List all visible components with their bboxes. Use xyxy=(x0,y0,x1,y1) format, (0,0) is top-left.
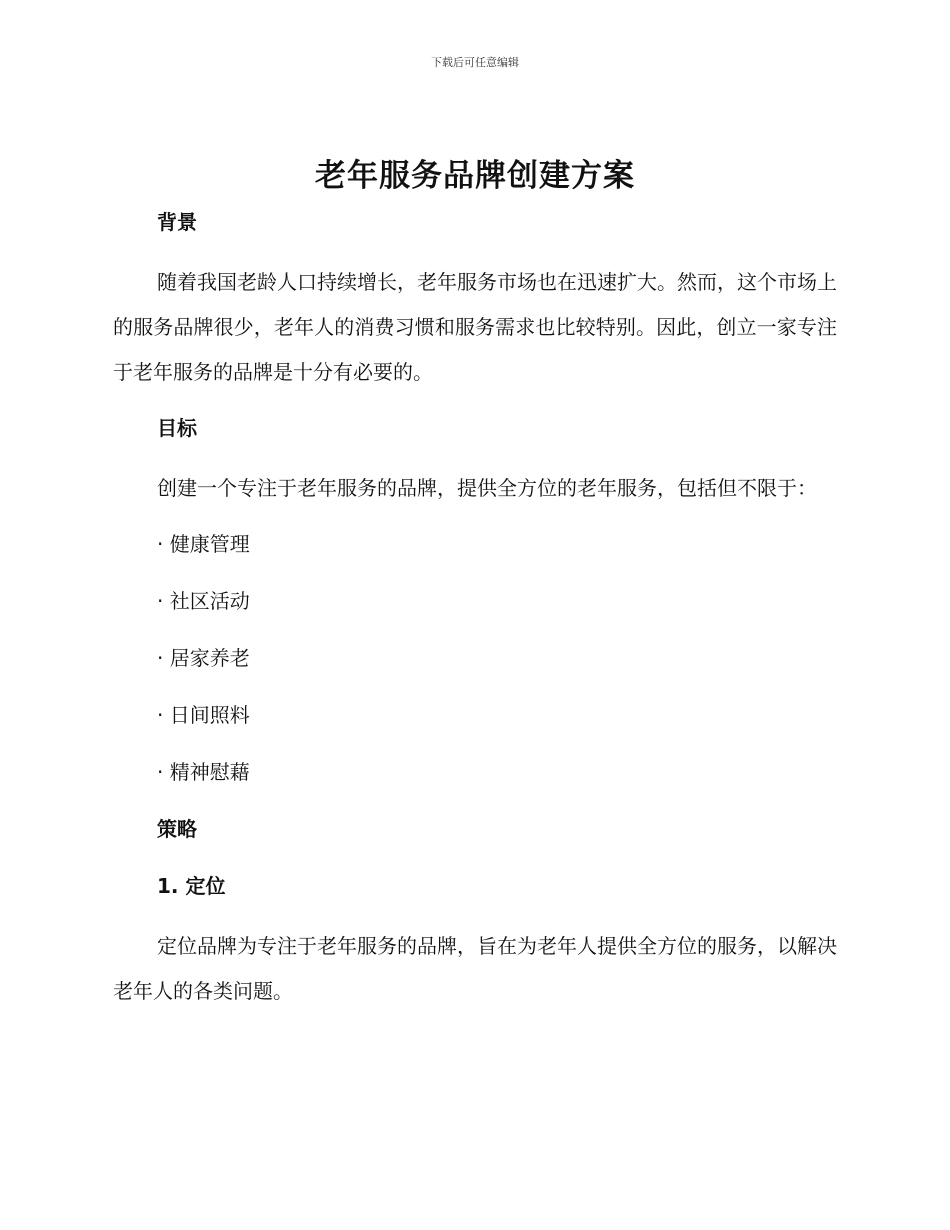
document-body xyxy=(113,203,837,1014)
list-item-health: · 健康管理 xyxy=(157,532,250,556)
list-item-community: · 社区活动 xyxy=(157,589,250,613)
header-note: 下载后可任意编辑 xyxy=(431,56,519,69)
list-item-home-care: · 居家养老 xyxy=(157,646,250,670)
list-item-day-care: · 日间照料 xyxy=(157,703,250,727)
section-heading-background: 背景 xyxy=(157,210,197,234)
list-item-spiritual: · 精神慰藉 xyxy=(157,760,250,784)
section-heading-goal: 目标 xyxy=(157,416,197,440)
paragraph-positioning: 定位品牌为专注于老年服务的品牌，旨在为老年人提供全方位的服务，以解决老年人的各类问题。 xyxy=(113,934,837,1003)
paragraph-background: 随着我国老龄人口持续增长，老年服务市场也在迅速扩大。然而，这个市场上的服务品牌很少，老年人的消费习惯和服务需求也比较特别。因此，创立一家专注于老年服务的品牌是十分有必要的。 xyxy=(113,270,837,384)
sub-heading-positioning: 1. 定位 xyxy=(157,874,226,898)
section-heading-strategy: 策略 xyxy=(157,817,197,841)
paragraph-goal: 创建一个专注于老年服务的品牌，提供全方位的老年服务，包括但不限于： xyxy=(157,476,817,500)
document-title: 老年服务品牌创建方案 xyxy=(315,158,635,194)
